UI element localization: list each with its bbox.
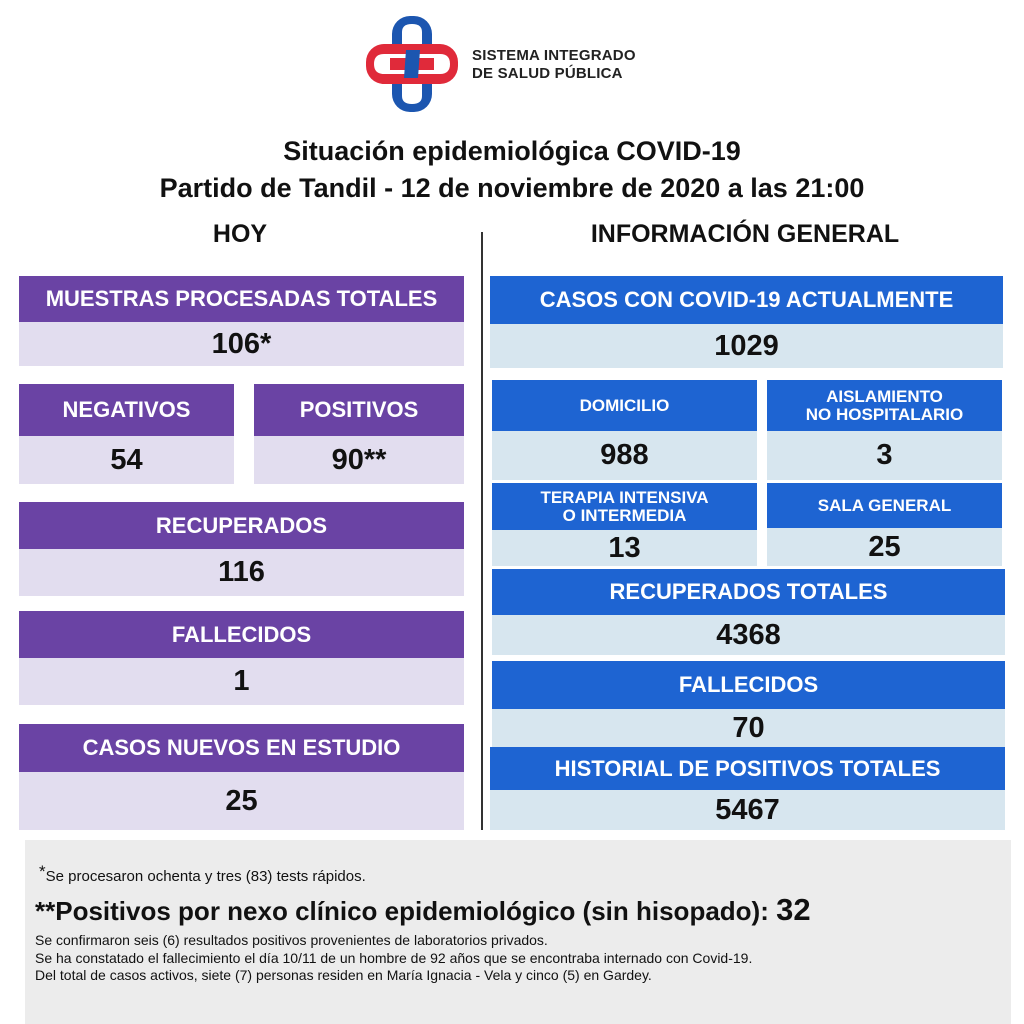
historial-card [490,747,1005,830]
note-details [35,932,752,985]
aislamiento-label-line-2: NO HOSPITALARIO [805,404,964,424]
aislamiento-label-line-1: AISLAMIENTO [826,386,943,406]
note-nexo-clinico [35,892,811,928]
brand-name [472,47,636,83]
info-heading: INFORMACIÓN GENERAL [590,220,900,248]
page-subtitle: Partido de Tandil - 12 de noviembre de 2020 a las 21:00 [159,173,865,203]
muestras-value: 106* [19,322,464,366]
positivos-card [254,384,464,484]
negativos-label: NEGATIVOS [19,384,234,436]
aislamiento-card [767,380,1002,480]
note-rapid-tests-text: Se procesaron ochenta y tres (83) tests rápidos. [45,868,366,885]
note-line: Del total de casos activos, siete (7) personas residen en María Ignacia - Vela y cinco (5) en Gardey. [35,967,652,983]
aislamiento-label [767,380,1002,431]
actuales-card [490,276,1003,368]
actuales-label: CASOS CON COVID-19 ACTUALMENTE [490,276,1003,324]
sala-card [767,483,1002,566]
muestras-label: MUESTRAS PROCESADAS TOTALES [19,276,464,322]
positivos-label: POSITIVOS [254,384,464,436]
note-line: Se ha constatado el fallecimiento el día 10/11 de un hombre de 92 años que se encontraba internado con Covid-19. [35,949,753,966]
sala-value: 25 [767,528,1002,566]
column-divider [481,232,483,830]
terapia-value: 13 [492,530,757,566]
actuales-value: 1029 [490,324,1003,368]
estudio-card [19,724,464,830]
estudio-value: 25 [19,772,464,830]
muestras-card [19,276,464,366]
notes-panel [25,840,1011,1024]
sala-label: SALA GENERAL [767,483,1002,528]
fallecidos-hoy-value: 1 [19,658,464,705]
note-line: Se confirmaron seis (6) resultados positivos provenientes de laboratorios privados. [35,932,548,948]
negativos-value: 54 [19,436,234,484]
historial-value: 5467 [490,790,1005,830]
fallecidos-totales-card [492,661,1005,747]
note-star: * [39,862,46,881]
page-title: Situación epidemiológica COVID-19 [283,136,741,166]
recuperados-hoy-value: 116 [19,549,464,596]
recuperados-hoy-label: RECUPERADOS [19,502,464,549]
recuperados-totales-card [492,569,1005,655]
estudio-label: CASOS NUEVOS EN ESTUDIO [19,724,464,772]
note-rapid-tests [39,862,366,885]
brand-line-2: DE SALUD PÚBLICA [472,65,623,82]
negativos-card [19,384,234,484]
fallecidos-totales-value: 70 [492,709,1005,747]
domicilio-value: 988 [492,431,757,480]
fallecidos-totales-label: FALLECIDOS [492,661,1005,709]
note-nexo-value: 32 [776,892,811,927]
note-nexo-label: **Positivos por nexo clínico epidemiológico (sin hisopado): [35,896,769,926]
terapia-label-line-2: O INTERMEDIA [562,505,687,525]
terapia-label [492,483,757,530]
terapia-card [492,483,757,566]
domicilio-card [492,380,757,480]
historial-label: HISTORIAL DE POSITIVOS TOTALES [490,747,1005,790]
hoy-heading: HOY [212,220,268,248]
recuperados-hoy-card [19,502,464,596]
recuperados-totales-label: RECUPERADOS TOTALES [492,569,1005,615]
fallecidos-hoy-label: FALLECIDOS [19,611,464,658]
terapia-label-line-1: TERAPIA INTENSIVA [540,487,709,507]
brand-line-1: SISTEMA INTEGRADO [472,47,636,64]
positivos-value: 90** [254,436,464,484]
sisp-logo-icon [362,14,462,114]
aislamiento-value: 3 [767,431,1002,480]
fallecidos-hoy-card [19,611,464,705]
domicilio-label: DOMICILIO [492,380,757,431]
recuperados-totales-value: 4368 [492,615,1005,655]
